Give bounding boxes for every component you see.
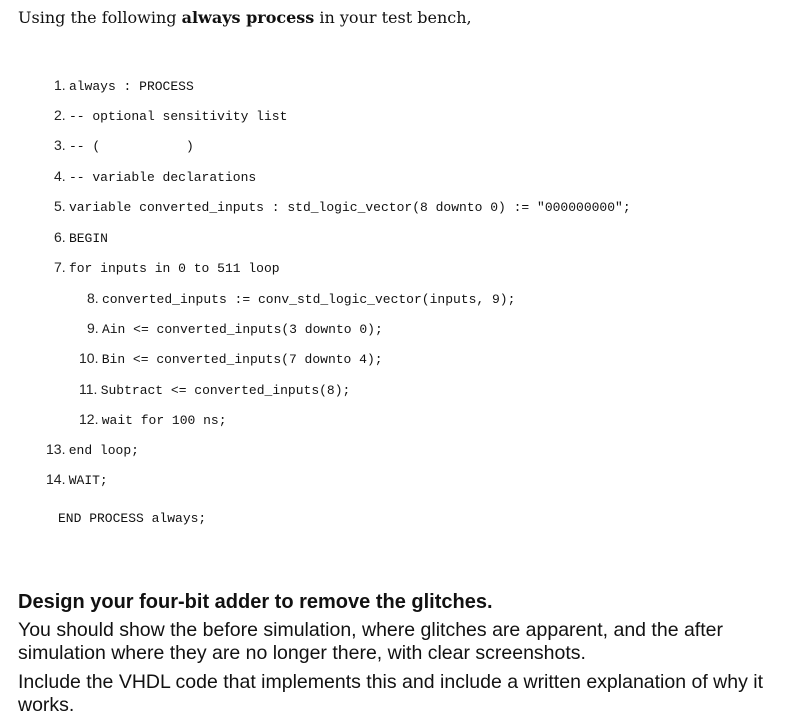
instruction-paragraph: You should show the before simulation, where glitches are apparent, and the after simulation where they are no longer there, with clear screenshots.	[18, 619, 723, 664]
code-text: wait for 100 ns;	[101, 413, 227, 428]
code-text: always : PROCESS	[68, 79, 194, 94]
line-number: 3.	[54, 137, 66, 153]
code-text: -- optional sensitivity list	[68, 109, 288, 124]
intro-prefix: Using the following	[18, 8, 182, 27]
code-line	[54, 257, 280, 277]
line-number: 7.	[54, 259, 66, 275]
line-number: 2.	[54, 107, 66, 123]
code-line	[87, 288, 515, 308]
instruction-paragraph: Include the VHDL code that implements this and include a written explanation of why it works.	[18, 671, 764, 716]
code-line	[79, 409, 227, 429]
code-text: converted_inputs := conv_std_logic_vector(inputs, 9);	[101, 292, 516, 307]
line-number: 9.	[87, 320, 99, 336]
code-text: BEGIN	[68, 231, 108, 246]
code-line	[87, 318, 383, 338]
code-line	[46, 469, 108, 489]
line-number: 4.	[54, 168, 66, 184]
code-line	[54, 227, 108, 247]
line-number: 12.	[79, 411, 99, 427]
code-text: variable converted_inputs : std_logic_vector(8 downto 0) := "000000000";	[68, 200, 631, 215]
code-line	[46, 439, 139, 459]
code-text: -- ( )	[68, 139, 194, 154]
intro-bold: always process	[181, 8, 315, 27]
code-text: Bin <= converted_inputs(7 downto 4);	[101, 352, 383, 367]
line-number: 11.	[79, 381, 98, 397]
code-line	[54, 196, 631, 216]
line-number: 1.	[54, 77, 66, 93]
code-text: WAIT;	[68, 473, 108, 488]
code-line	[54, 75, 194, 95]
code-text: END PROCESS always;	[58, 511, 207, 526]
code-line	[54, 166, 256, 186]
code-text: -- variable declarations	[68, 170, 257, 185]
line-number: 14.	[46, 471, 66, 487]
code-text: end loop;	[68, 443, 139, 458]
line-number: 6.	[54, 229, 66, 245]
intro-text	[18, 6, 472, 30]
code-text: Ain <= converted_inputs(3 downto 0);	[101, 322, 383, 337]
code-text: Subtract <= converted_inputs(8);	[100, 383, 351, 398]
intro-suffix: in your test bench,	[314, 8, 472, 27]
line-number: 8.	[87, 290, 99, 306]
code-line	[54, 135, 194, 155]
line-number: 10.	[79, 350, 99, 366]
line-number: 13.	[46, 441, 66, 457]
code-line	[54, 105, 287, 125]
code-line	[79, 379, 350, 399]
code-line	[79, 348, 383, 368]
line-number: 5.	[54, 198, 66, 214]
task-heading: Design your four-bit adder to remove the glitches.	[18, 591, 493, 613]
code-line	[58, 508, 206, 528]
code-text: for inputs in 0 to 511 loop	[68, 261, 280, 276]
